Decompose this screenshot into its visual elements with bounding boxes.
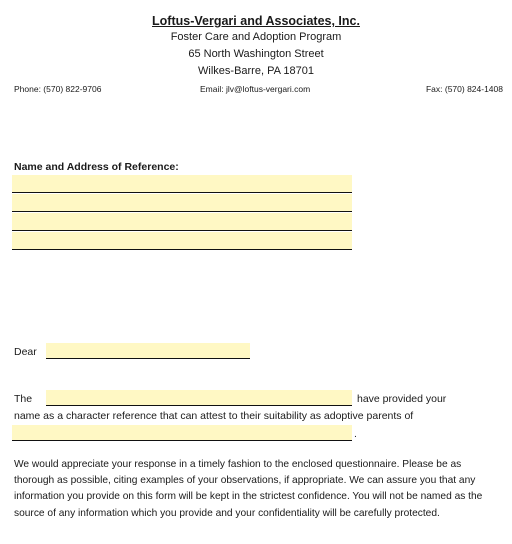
intro-line-2: name as a character reference that can attest to their suitability as adoptive parents of [14, 410, 414, 422]
salutation-field[interactable] [46, 343, 250, 359]
reference-line-2[interactable] [12, 194, 352, 212]
phone-number: Phone: (570) 822-9706 [14, 84, 102, 94]
fax-number: Fax: (570) 824-1408 [425, 84, 503, 94]
organization-name: Loftus-Vergari and Associates, Inc. [152, 14, 360, 28]
applicant-names-field[interactable] [46, 390, 352, 406]
dear-label: Dear [14, 346, 37, 358]
email-address: Email: jlv@loftus-vergari.com [200, 84, 311, 94]
reference-line-1[interactable] [12, 175, 352, 193]
intro-end: . [354, 428, 357, 440]
street-address: 65 North Washington Street [188, 48, 324, 60]
city-address: Wilkes-Barre, PA 18701 [198, 65, 314, 77]
reference-line-4[interactable] [12, 232, 352, 250]
body-paragraph: We would appreciate your response in a timely fashion to the enclosed questionnaire. Please be as thorough as possible, citing examples of your observations, if appropriate. We can assure you that any information you provide on this form will be kept in the strictest confidence. You will not be named as the source of any information which you provide and your confidentiality will be carefully protected. [14, 459, 483, 519]
reference-line-3[interactable] [12, 213, 352, 231]
intro-prefix: The [14, 393, 33, 405]
reference-heading: Name and Address of Reference: [14, 161, 179, 173]
child-name-field[interactable] [12, 425, 352, 441]
intro-suffix: have provided your [357, 393, 447, 405]
program-name: Foster Care and Adoption Program [170, 31, 342, 43]
